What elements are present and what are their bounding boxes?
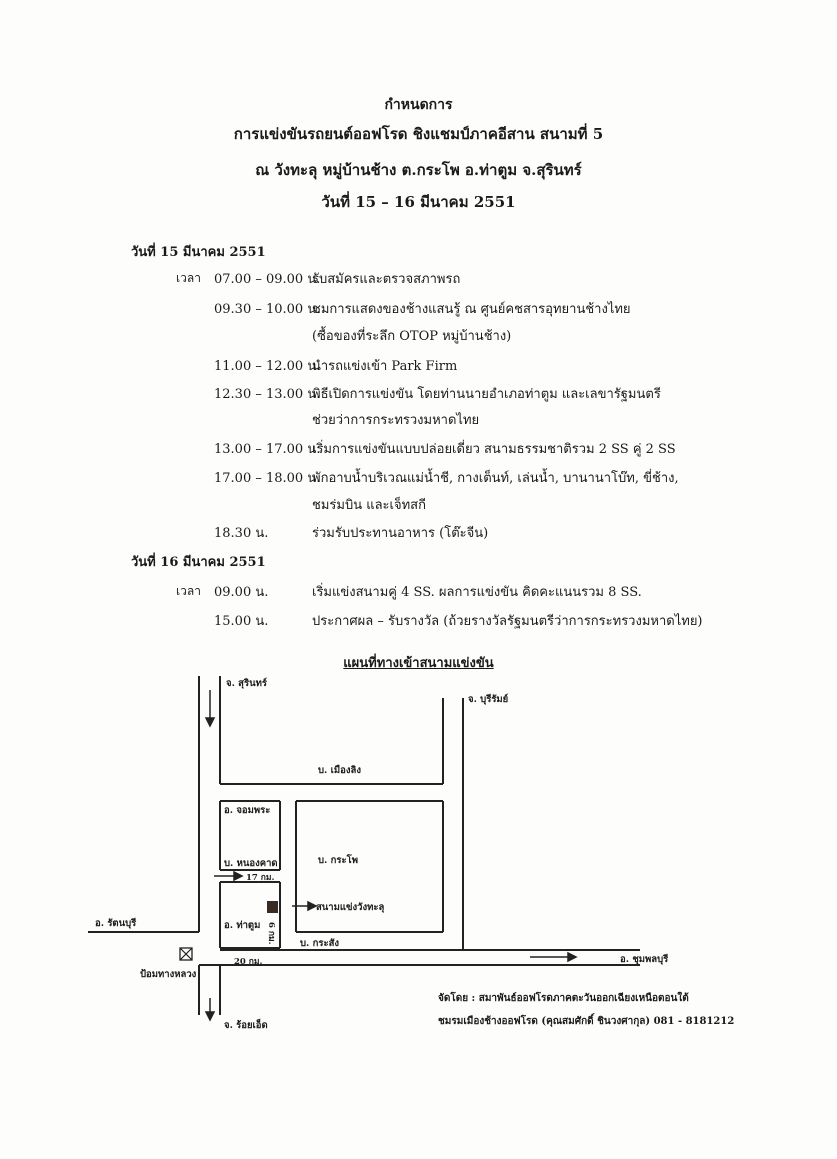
map-title: แผนที่ทางเข้าสนามแข่งขัน	[343, 656, 494, 671]
field-marker	[267, 901, 278, 913]
schedule-desc: เริ่มการแข่งขันแบบปล่อยเดี่ยว สนามธรรมชาติรวม 2 SS คู่ 2 SS	[312, 442, 676, 457]
schedule-desc: พักอาบน้ำบริเวณแม่น้ำชี, กางเต็นท์, เล่นน้ำ, บานานาโบ๊ท, ขี่ช้าง,	[312, 471, 679, 486]
label-nong-khlang: บ. หนองคาด	[224, 858, 278, 869]
label-rattanaburi: อ. รัตนบุรี	[95, 918, 137, 929]
label-buriram: จ. บุรีรัมย์	[468, 694, 509, 705]
label-krapho: บ. กระโพ	[318, 855, 358, 866]
event-location: ณ วังทะลุ หมู่บ้านช้าง ต.กระโพ อ.ท่าตูม จ.สุรินทร์	[255, 161, 582, 179]
schedule-time: 17.00 – 18.00 น.	[214, 471, 321, 486]
day1-heading: วันที่ 15 มีนาคม 2551	[131, 245, 266, 260]
label-police-post: ป้อมทางหลวง	[140, 969, 197, 980]
schedule-desc: ประกาศผล – รับรางวัล (ถ้วยรางวัลรัฐมนตรีว่าการกระทรวงมหาดไทย)	[312, 614, 703, 629]
arrow-head-icon	[568, 953, 576, 961]
arrow-head-icon	[234, 872, 242, 880]
schedule-time: 09.30 – 10.00 น.	[214, 302, 321, 317]
label-chumphon: อ. ชุมพลบุรี	[620, 954, 669, 965]
event-dates: วันที่ 15 – 16 มีนาคม 2551	[321, 193, 516, 211]
schedule-desc: พิธีเปิดการแข่งขัน โดยท่านนายอำเภอท่าตูม และเลขารัฐมนตรี	[312, 387, 661, 402]
schedule-desc-cont: ชมร่มบิน และเจ็ทสกี	[312, 498, 426, 513]
label-tha-tum: อ. ท่าตูม	[224, 920, 261, 931]
label-field: สนามแข่งวังทะลุ	[316, 902, 385, 913]
schedule-time: 13.00 – 17.00 น.	[214, 442, 321, 457]
day2-heading: วันที่ 16 มีนาคม 2551	[131, 555, 266, 570]
schedule-desc: เริ่มแข่งสนามคู่ 4 SS. ผลการแข่งขัน คิดคะแนนรวม 8 SS.	[312, 585, 642, 600]
doc-title: กำหนดการ	[384, 97, 453, 113]
label-20km: 20 กม.	[234, 957, 263, 967]
schedule-time: 15.00 น.	[214, 614, 269, 629]
organizer-line1: จัดโดย : สมาพันธ์ออฟโรดภาคตะวันออกเฉียงเหนือตอนใต้	[438, 993, 689, 1004]
day1-time-label: เวลา	[176, 271, 201, 285]
label-muang-ling: บ. เมืองลิง	[318, 765, 361, 776]
schedule-time: 11.00 – 12.00 น.	[214, 359, 321, 374]
label-17km: 17 กม.	[246, 873, 275, 883]
schedule-time: 12.30 – 13.00 น.	[214, 387, 321, 402]
arrow-head-icon	[206, 718, 214, 726]
schedule-desc: ร่วมรับประทานอาหาร (โต๊ะจีน)	[312, 526, 489, 541]
label-roi-et: จ. ร้อยเอ็ด	[224, 1020, 268, 1031]
label-6km: 6 กม.	[266, 922, 276, 945]
label-surin: จ. สุรินทร์	[226, 678, 267, 689]
day2-time-label: เวลา	[176, 584, 201, 598]
schedule-time: 09.00 น.	[214, 585, 269, 600]
schedule-desc: รับสมัครและตรวจสภาพรถ	[312, 272, 461, 287]
schedule-desc-cont: ช่วยว่าการกระทรวงมหาดไทย	[312, 413, 480, 428]
schedule-time: 07.00 – 09.00 น.	[214, 272, 321, 287]
arrow-head-icon	[206, 1012, 214, 1020]
event-title: การแข่งขันรถยนต์ออฟโรด ชิงแชมป์ภาคอีสาน สนามที่ 5	[233, 125, 604, 143]
organizer-line2: ชมรมเมืองช้างออฟโรด (คุณสมศักดิ์ ชินวงศากุล) 081 - 8181212	[438, 1016, 735, 1027]
schedule-desc-cont: (ซื้อของที่ระลึก OTOP หมู่บ้านช้าง)	[312, 329, 512, 344]
arrow-head-icon	[308, 902, 316, 910]
schedule-desc: ชมการแสดงของช้างแสนรู้ ณ ศูนย์คชสารอุทยานช้างไทย	[312, 302, 631, 317]
label-krasang: บ. กระสัง	[300, 938, 340, 949]
label-chom-phra: อ. จอมพระ	[224, 805, 271, 816]
schedule-time: 18.30 น.	[214, 526, 269, 541]
schedule-desc: นำรถแข่งเข้า Park Firm	[312, 359, 458, 374]
